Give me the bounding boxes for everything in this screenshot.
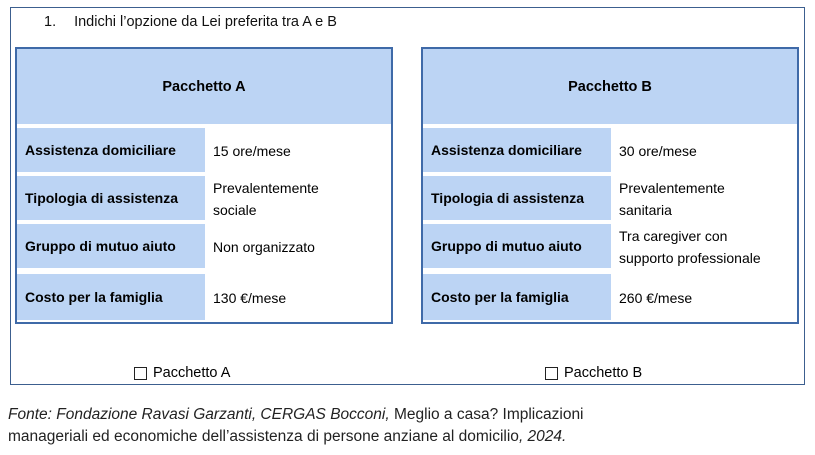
question-text: Indichi l’opzione da Lei preferita tra A e B bbox=[74, 14, 337, 30]
table-row bbox=[17, 274, 391, 322]
row-value: 260 €/mese bbox=[611, 274, 797, 322]
choice-b-label: Pacchetto B bbox=[564, 365, 643, 381]
row-label: Costo per la famiglia bbox=[423, 274, 611, 322]
table-row bbox=[17, 224, 391, 272]
choice-package-b[interactable] bbox=[545, 365, 642, 381]
package-b-title: Pacchetto B bbox=[423, 49, 797, 125]
table-row bbox=[423, 128, 797, 176]
table-row bbox=[423, 274, 797, 322]
row-value-line: Tra caregiver con bbox=[619, 228, 728, 244]
row-label: Tipologia di assistenza bbox=[17, 176, 205, 222]
row-value-line: Prevalentemente bbox=[619, 180, 725, 196]
row-value bbox=[611, 224, 797, 270]
question-number: 1. bbox=[44, 14, 57, 30]
row-value: 30 ore/mese bbox=[611, 128, 797, 174]
row-value-line: sociale bbox=[213, 202, 257, 218]
package-a-table bbox=[15, 47, 393, 324]
row-value-line: sanitaria bbox=[619, 202, 672, 218]
package-a-title: Pacchetto A bbox=[17, 49, 391, 125]
row-value-line: supporto professionale bbox=[619, 250, 761, 266]
table-row bbox=[17, 128, 391, 176]
table-row bbox=[423, 176, 797, 224]
row-label: Tipologia di assistenza bbox=[423, 176, 611, 222]
source-note bbox=[8, 404, 584, 448]
checkbox-a[interactable] bbox=[134, 367, 147, 380]
row-label: Costo per la famiglia bbox=[17, 274, 205, 322]
row-label: Assistenza domiciliare bbox=[423, 128, 611, 174]
row-label: Gruppo di mutuo aiuto bbox=[423, 224, 611, 270]
row-value bbox=[611, 176, 797, 222]
table-row bbox=[423, 224, 797, 272]
checkbox-b[interactable] bbox=[545, 367, 558, 380]
row-value bbox=[205, 176, 391, 222]
table-row bbox=[17, 176, 391, 224]
source-title-part1: Meglio a casa? Implicazioni bbox=[393, 406, 584, 423]
row-value-line: Prevalentemente bbox=[213, 180, 319, 196]
source-suffix: , 2024. bbox=[518, 428, 567, 445]
row-value: 130 €/mese bbox=[205, 274, 391, 322]
row-value: 15 ore/mese bbox=[205, 128, 391, 174]
choice-a-label: Pacchetto A bbox=[153, 365, 231, 381]
package-b-table bbox=[421, 47, 799, 324]
row-label: Gruppo di mutuo aiuto bbox=[17, 224, 205, 270]
row-label: Assistenza domiciliare bbox=[17, 128, 205, 174]
question bbox=[44, 14, 337, 30]
source-title-part2: manageriali ed economiche dell’assistenza di persone anziane al domicilio bbox=[8, 428, 519, 445]
row-value: Non organizzato bbox=[205, 224, 391, 270]
choice-package-a[interactable] bbox=[134, 365, 230, 381]
source-prefix: Fonte: Fondazione Ravasi Garzanti, CERGAS Bocconi, bbox=[8, 406, 394, 423]
